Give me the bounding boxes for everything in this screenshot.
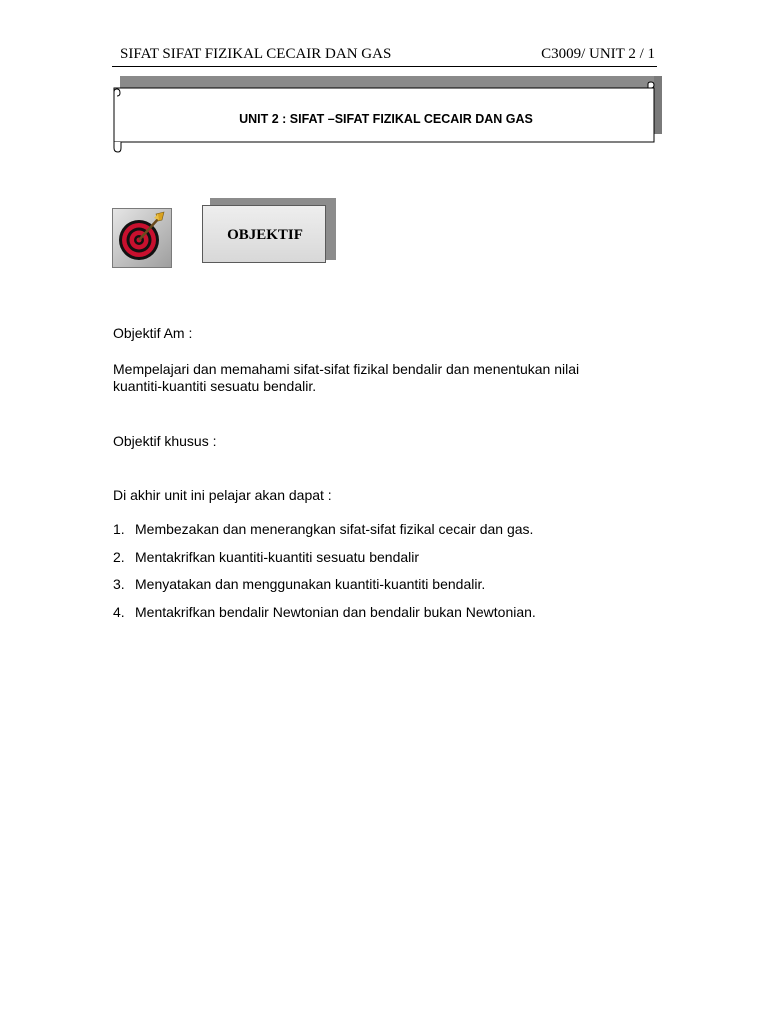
list-item-number: 3. (113, 576, 125, 592)
specific-objective-heading: Objektif khusus : (113, 433, 217, 449)
list-item-number: 4. (113, 603, 125, 620)
banner-title: UNIT 2 : SIFAT –SIFAT FIZIKAL CECAIR DAN GAS (239, 112, 533, 126)
specific-objective-intro: Di akhir unit ini pelajar akan dapat : (113, 487, 332, 503)
unit-title-banner (108, 72, 668, 156)
general-objective-line-2: kuantiti-kuantiti sesuatu bendalir. (113, 378, 317, 394)
target-icon (112, 208, 172, 268)
list-item (113, 604, 536, 632)
list-item-text: Mentakrifkan kuantiti-kuantiti sesuatu bendalir (135, 548, 420, 565)
list-item (113, 521, 536, 549)
header-page-ref: C3009/ UNIT 2 / 1 (541, 46, 655, 62)
list-item (113, 549, 536, 577)
objektif-label-box (202, 198, 336, 268)
list-item-number: 1. (113, 521, 125, 537)
list-item-text: Menyatakan dan menggunakan kuantiti-kuantiti bendalir. (135, 576, 486, 592)
list-item-number: 2. (113, 548, 125, 565)
header-title: SIFAT SIFAT FIZIKAL CECAIR DAN GAS (120, 46, 392, 62)
page-header (112, 44, 657, 67)
specific-objective-list (113, 521, 536, 631)
general-objective-heading: Objektif Am : (113, 325, 193, 341)
list-item-text: Membezakan dan menerangkan sifat-sifat fizikal cecair dan gas. (135, 521, 534, 537)
general-objective-line-1: Mempelajari dan memahami sifat-sifat fizikal bendalir dan menentukan nilai (113, 361, 580, 377)
list-item-text: Mentakrifkan bendalir Newtonian dan bendalir bukan Newtonian. (135, 603, 536, 620)
objektif-label: OBJEKTIF (227, 227, 303, 243)
list-item (113, 576, 536, 604)
objektif-box-face (202, 205, 326, 263)
